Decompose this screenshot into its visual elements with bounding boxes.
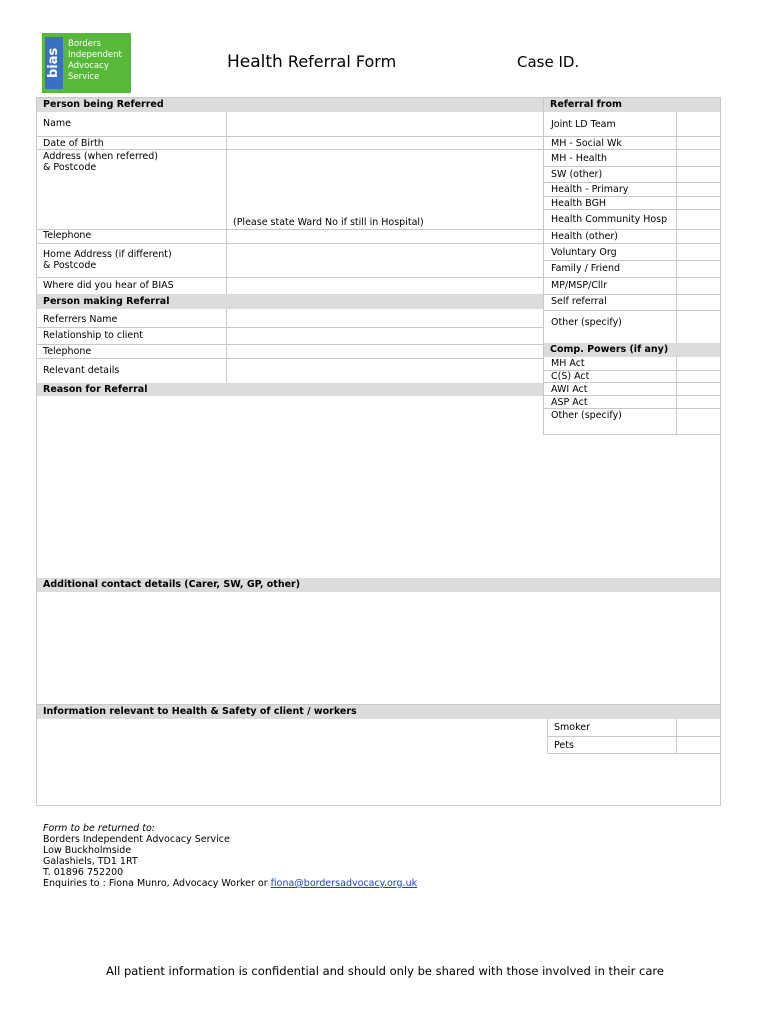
rf-mh-health-box[interactable]: [677, 150, 720, 166]
rf-health-primary-box[interactable]: [677, 183, 720, 195]
comp-powers-header: Comp. Powers (if any): [544, 343, 720, 357]
rf-health-community-box[interactable]: [677, 210, 720, 229]
telephone-label: Telephone: [43, 230, 92, 241]
referrers-name-label: Referrers Name: [43, 314, 118, 325]
cp-cs-act-box[interactable]: [677, 371, 720, 382]
cp-awi-act-box[interactable]: [677, 383, 720, 395]
return-address: [43, 823, 417, 889]
relationship-field[interactable]: [227, 328, 543, 343]
rf-joint-ld-box[interactable]: [677, 113, 720, 135]
rf-sw-other: SW (other): [551, 169, 603, 180]
address-label: Address (when referred) & Postcode: [43, 151, 158, 173]
rf-mp-box[interactable]: [677, 278, 720, 293]
hs-pets: Pets: [554, 740, 574, 751]
cp-asp-act-box[interactable]: [677, 396, 720, 407]
cp-cs-act: C(S) Act: [551, 371, 590, 382]
rf-health-community: Health Community Hosp: [551, 214, 668, 225]
home-address-field[interactable]: [227, 244, 543, 276]
relevant-details-label: Relevant details: [43, 365, 120, 376]
relationship-label: Relationship to client: [43, 330, 143, 341]
rf-other: Other (specify): [551, 317, 622, 328]
rf-mp: MP/MSP/Cllr: [551, 280, 608, 291]
person-making-header: Person making Referral: [37, 294, 543, 309]
cp-other-box[interactable]: [677, 409, 720, 433]
logo-mark: bias: [45, 37, 63, 89]
cp-asp-act: ASP Act: [551, 397, 588, 408]
hear-of-label: Where did you hear of BIAS: [43, 280, 174, 291]
reason-header: Reason for Referral: [37, 383, 543, 396]
hs-smoker: Smoker: [554, 722, 591, 733]
rf-family: Family / Friend: [551, 263, 621, 274]
form-title: Health Referral Form: [227, 52, 397, 72]
rf-self-box[interactable]: [677, 295, 720, 309]
additional-field[interactable]: [37, 593, 720, 704]
additional-header: Additional contact details (Carer, SW, GP, other): [37, 578, 720, 592]
rf-other-box[interactable]: [677, 311, 720, 342]
hs-smoker-box[interactable]: [677, 720, 720, 735]
telephone-field[interactable]: [227, 230, 543, 242]
bias-logo: [42, 33, 131, 93]
hs-pets-box[interactable]: [677, 737, 720, 752]
rf-voluntary: Voluntary Org: [551, 247, 617, 258]
rf-joint-ld: Joint LD Team: [551, 119, 616, 130]
enquiries: Enquiries to : Fiona Munro, Advocacy Worker or fiona@bordersadvocacy.org.uk: [43, 878, 418, 889]
rf-health-other: Health (other): [551, 231, 618, 242]
hear-of-field[interactable]: [227, 278, 543, 293]
referral-from-header: Referral from: [544, 98, 720, 112]
dob-label: Date of Birth: [43, 138, 104, 149]
rf-mh-health: MH - Health: [551, 153, 608, 164]
rf-mh-social-box[interactable]: [677, 137, 720, 148]
reason-field[interactable]: [37, 397, 720, 577]
cp-mh-act: MH Act: [551, 358, 585, 369]
referrer-telephone-label: Telephone: [43, 346, 92, 357]
dob-field[interactable]: [227, 137, 543, 148]
health-safety-header: Information relevant to Health & Safety of client / workers: [37, 705, 720, 719]
rf-health-bgh: Health BGH: [551, 198, 607, 209]
case-id-label: Case ID.: [517, 53, 580, 71]
rf-mh-social: MH - Social Wk: [551, 138, 622, 149]
name-field[interactable]: [227, 113, 543, 135]
cp-other: Other (specify): [551, 410, 622, 421]
address-line-2: Galashiels, TD1 1RT: [43, 856, 138, 867]
rf-voluntary-box[interactable]: [677, 244, 720, 259]
address-line-1: Low Buckholmside: [43, 845, 132, 856]
referrer-telephone-field[interactable]: [227, 345, 543, 357]
rf-sw-other-box[interactable]: [677, 167, 720, 182]
phone: T. 01896 752200: [43, 867, 124, 878]
health-safety-field[interactable]: [37, 720, 546, 805]
returned-label: Form to be returned to:: [43, 823, 155, 834]
home-address-label: Home Address (if different) & Postcode: [43, 249, 172, 271]
rf-family-box[interactable]: [677, 261, 720, 276]
logo-text: Borders Independent Advocacy Service: [68, 39, 122, 82]
org-name: Borders Independent Advocacy Service: [43, 834, 230, 845]
name-label: Name: [43, 118, 72, 129]
confidentiality-notice: All patient information is confidential and should only be shared with those involved in their care: [106, 964, 664, 978]
email-link[interactable]: fiona@bordersadvocacy.org.uk: [270, 878, 418, 889]
rf-health-other-box[interactable]: [677, 230, 720, 242]
referrers-name-field[interactable]: [227, 310, 543, 326]
rf-self: Self referral: [551, 296, 607, 307]
person-referred-header: Person being Referred: [37, 98, 543, 112]
cp-mh-act-box[interactable]: [677, 357, 720, 369]
rf-health-bgh-box[interactable]: [677, 197, 720, 209]
rf-health-primary: Health - Primary: [551, 184, 629, 195]
relevant-details-field[interactable]: [227, 359, 543, 382]
ward-note: (Please state Ward No if still in Hospital): [233, 217, 424, 228]
cp-awi-act: AWI Act: [551, 384, 588, 395]
